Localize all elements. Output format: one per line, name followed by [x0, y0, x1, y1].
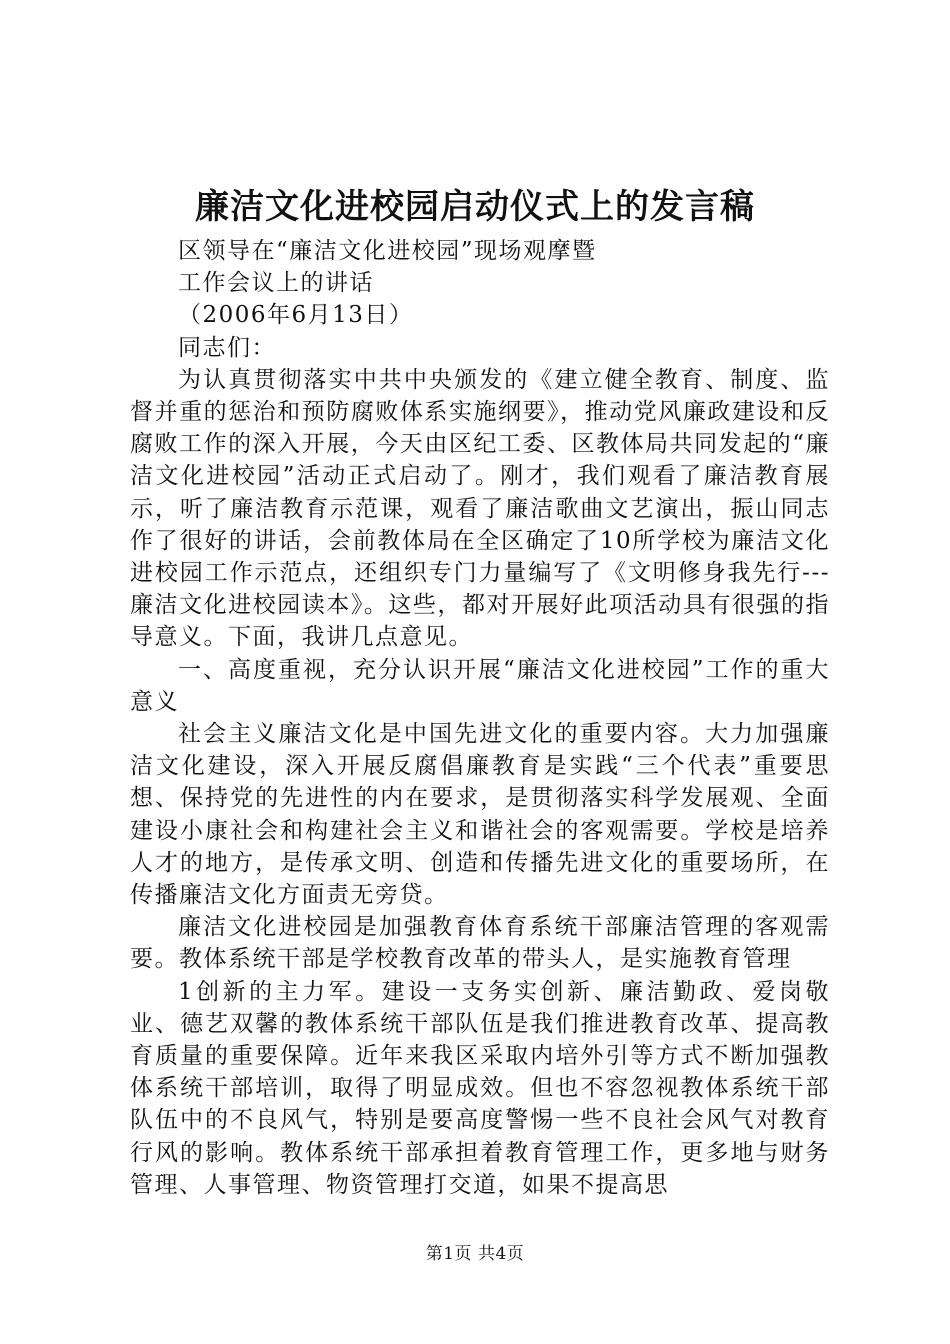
speech-occasion-line-2: 工作会议上的讲话	[178, 270, 374, 297]
section-heading-1: 一、高度重视，充分认识开展“廉洁文化进校园”工作的重大意义	[130, 656, 830, 715]
document-body	[130, 235, 830, 1201]
salutation: 同志们：	[178, 334, 276, 361]
page-footer: 第1页 共4页	[425, 1244, 525, 1264]
paragraph-1: 为认真贯彻落实中共中央颁发的《建立健全教育、制度、监督并重的惩治和预防腐败体系实施纲要》，推动党风廉政建设和反腐败工作的深入开展，今天由区纪工委、区教体局共同发起的“廉洁文化进校园”活动正式启动了。刚才，我们观看了廉洁教育展示，听了廉洁教育示范课，观看了廉洁歌曲文艺演出，振山同志作了很好的讲话，会前教体局在全区确定了10所学校为廉洁文化进校园工作示范点，还组织专门力量编写了《文明修身我先行---廉洁文化进校园读本》。这些，都对开展好此项活动具有很强的指导意义。下面，我讲几点意见。	[130, 366, 830, 651]
speech-date: （2006年6月13日）	[178, 302, 414, 329]
speech-occasion-line-1: 区领导在“廉洁文化进校园”现场观摩暨	[178, 238, 597, 264]
paragraph-4: 1创新的主力军。建设一支务实创新、廉洁勤政、爱岗敬业、德艺双馨的教体系统干部队伍是我们推进教育改革、提高教育质量的重要保障。近年来我区采取内培外引等方式不断加强教体系统干部培训，取得了明显成效。但也不容忽视教体系统干部队伍中的不良风气，特别是要高度警惕一些不良社会风气对教育行风的影响。教体系统干部承担着教育管理工作，更多地与财务管理、人事管理、物资管理打交道，如果不提高思	[130, 978, 830, 1198]
paragraph-2: 社会主义廉洁文化是中国先进文化的重要内容。大力加强廉洁文化建设，深入开展反腐倡廉教育是实践“三个代表”重要思想、保持党的先进性的内在要求，是贯彻落实科学发展观、全面建设小康社会和构建社会主义和谐社会的客观需要。学校是培养人才的地方，是传承文明、创造和传播先进文化的重要场所，在传播廉洁文化方面责无旁贷。	[130, 721, 830, 909]
paragraph-3: 廉洁文化进校园是加强教育体育系统干部廉洁管理的客观需要。教体系统干部是学校教育改革的带头人，是实施教育管理	[130, 914, 830, 973]
document-title: 廉洁文化进校园启动仪式上的发言稿	[195, 187, 755, 227]
